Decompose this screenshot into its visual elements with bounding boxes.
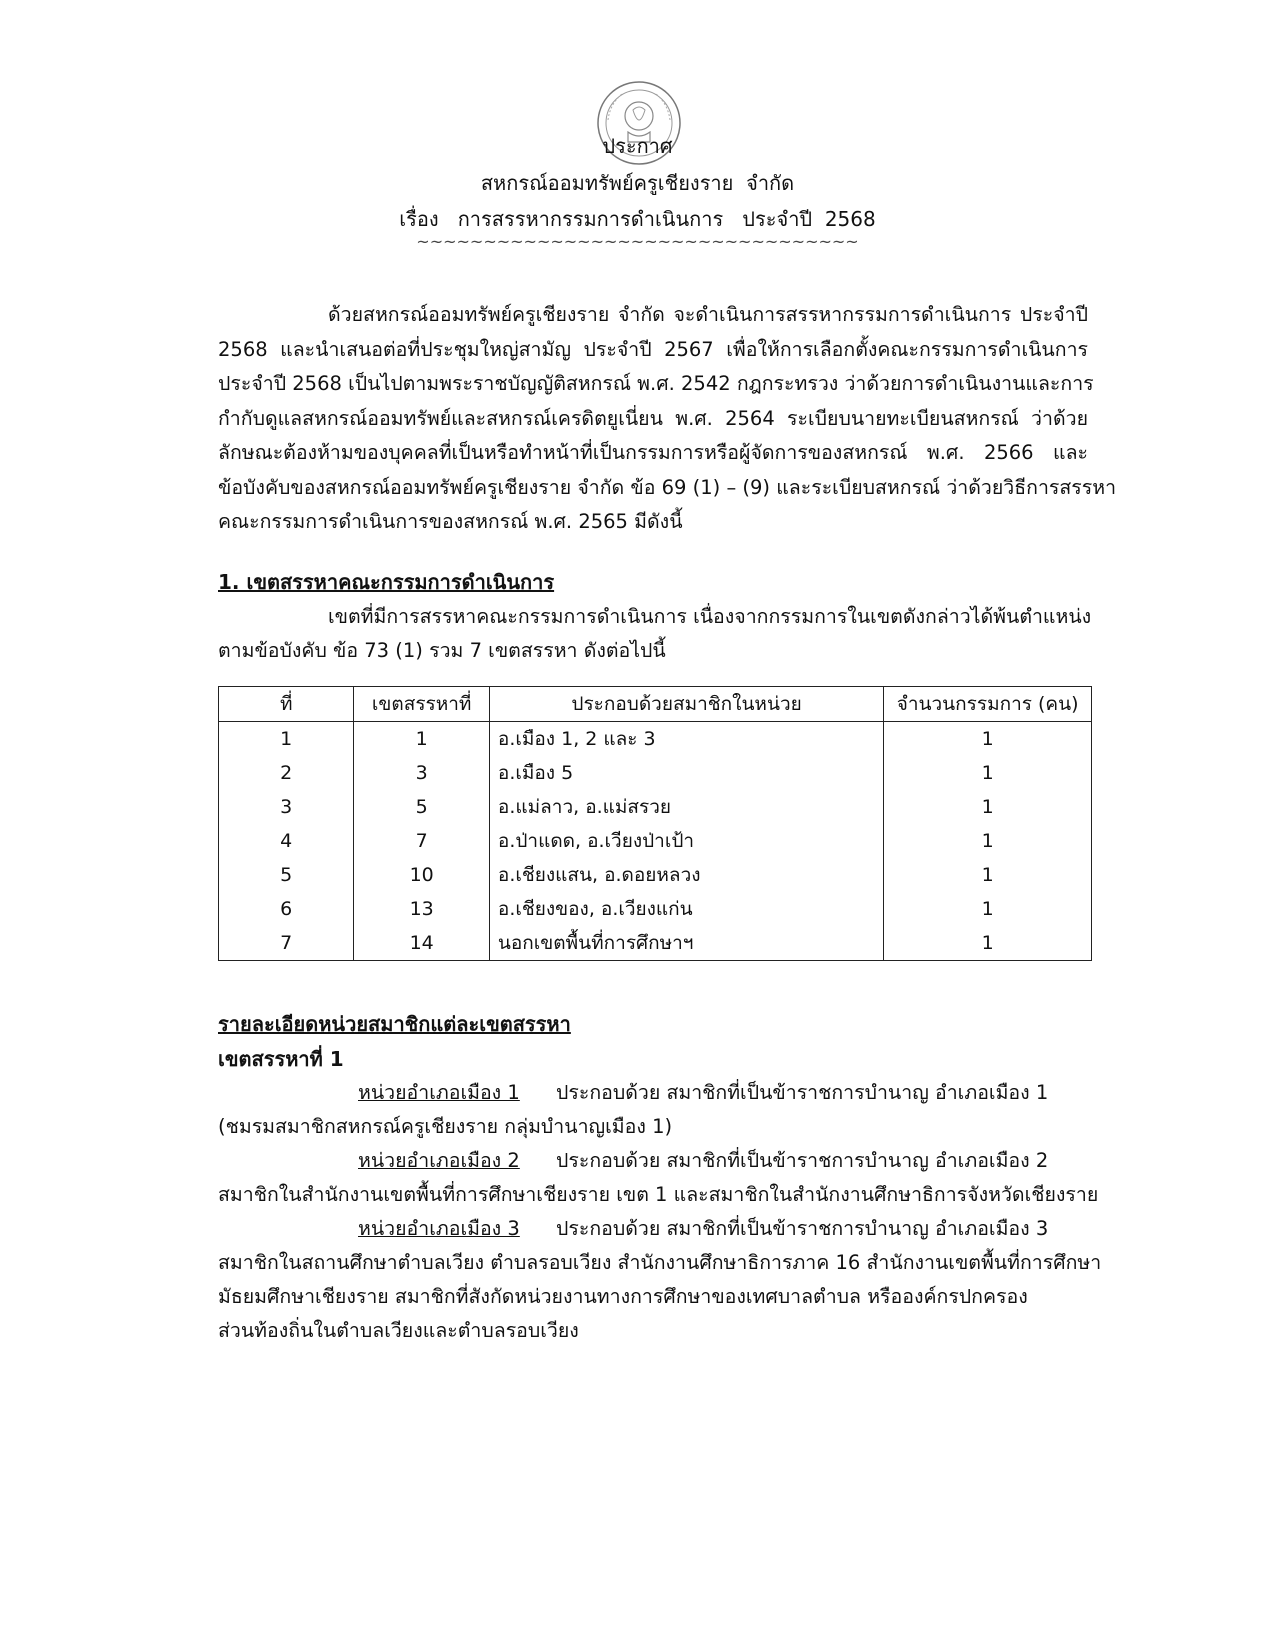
table-row (219, 790, 1092, 824)
header-separator: ~~~~~~~~~~~~~~~~~~~~~~~~~~~~~~~~~ (416, 232, 859, 251)
table-cell: อ.เมือง 5 (489, 756, 883, 790)
table-cell: 5 (219, 858, 354, 892)
member-unit-name: หน่วยอำเภอเมือง 1 (358, 1081, 520, 1104)
table-cell: นอกเขตพื้นที่การศึกษาฯ (489, 926, 883, 961)
column-header: ประกอบด้วยสมาชิกในหน่วย (489, 687, 883, 722)
intro-line: ด้วยสหกรณ์ออมทรัพย์ครูเชียงราย จำกัด จะดำเนินการสรรหากรรมการดำเนินการ ประจำปี (328, 303, 1088, 326)
table-cell: 14 (354, 926, 489, 961)
intro-line: ลักษณะต้องห้ามของบุคคลที่เป็นหรือทำหน้าที่เป็นกรรมการหรือผู้จัดการของสหกรณ์ พ.ศ. 2566 และ (218, 441, 1088, 464)
table-cell: 1 (884, 892, 1092, 926)
intro-line: 2568 และนำเสนอต่อที่ประชุมใหญ่สามัญ ประจำปี 2567 เพื่อให้การเลือกตั้งคณะกรรมการดำเนินการ (218, 337, 1088, 361)
document-subject: เรื่อง การสรรหากรรมการดำเนินการ ประจำปี 2568 (399, 207, 876, 231)
member-unit-line (218, 1144, 1088, 1178)
member-unit-line (218, 1076, 1088, 1110)
table-row (219, 824, 1092, 858)
table-cell: อ.เชียงแสน, อ.ดอยหลวง (489, 858, 883, 892)
member-unit-block (218, 1212, 1102, 1348)
details-heading: รายละเอียดหน่วยสมาชิกแต่ละเขตสรรหา (218, 1012, 571, 1036)
section-heading: 1. เขตสรรหาคณะกรรมการดำเนินการ (218, 570, 555, 594)
document-title: ประกาศ (602, 134, 673, 158)
table-cell: 1 (884, 858, 1092, 892)
member-unit-name: หน่วยอำเภอเมือง 2 (358, 1149, 520, 1172)
organization-name: สหกรณ์ออมทรัพย์ครูเชียงราย จำกัด (480, 171, 795, 195)
intro-line: กำกับดูแลสหกรณ์ออมทรัพย์และสหกรณ์เครดิตยูเนี่ยน พ.ศ. 2564 ระเบียบนายทะเบียนสหกรณ์ ว่าด้วย (218, 406, 1088, 430)
table-cell: อ.แม่ลาว, อ.แม่สรวย (489, 790, 883, 824)
table-cell: 1 (884, 926, 1092, 961)
table-cell: 13 (354, 892, 489, 926)
member-unit-name: หน่วยอำเภอเมือง 3 (358, 1217, 520, 1240)
table-row (219, 926, 1092, 961)
intro-paragraph (218, 298, 1117, 540)
zone-heading: เขตสรรหาที่ 1 (218, 1047, 344, 1071)
table-row (219, 722, 1092, 757)
table-cell: 3 (219, 790, 354, 824)
table-cell: 1 (884, 824, 1092, 858)
section-paragraph (218, 600, 1092, 668)
table-cell: 10 (354, 858, 489, 892)
section-line: ตามข้อบังคับ ข้อ 73 (1) รวม 7 เขตสรรหา ดังต่อไปนี้ (218, 639, 666, 662)
table-row (219, 858, 1092, 892)
member-unit-block (218, 1144, 1099, 1212)
table-row (219, 756, 1092, 790)
table-cell: 1 (884, 756, 1092, 790)
member-unit-continuation: สมาชิกในสำนักงานเขตพื้นที่การศึกษาเชียงราย เขต 1 และสมาชิกในสำนักงานศึกษาธิการจังหวัดเชียงราย (218, 1183, 1099, 1206)
member-unit-description: ประกอบด้วย สมาชิกที่เป็นข้าราชการบำนาญ อำเภอเมือง 1 (556, 1081, 1049, 1104)
column-header: ที่ (219, 687, 354, 722)
member-unit-description: ประกอบด้วย สมาชิกที่เป็นข้าราชการบำนาญ อำเภอเมือง 3 (556, 1217, 1049, 1240)
table-cell: อ.เชียงของ, อ.เวียงแก่น (489, 892, 883, 926)
table-cell: 2 (219, 756, 354, 790)
intro-line: คณะกรรมการดำเนินการของสหกรณ์ พ.ศ. 2565 มีดังนี้ (218, 510, 683, 533)
table-cell: 1 (219, 722, 354, 757)
table-cell: อ.เมือง 1, 2 และ 3 (489, 722, 883, 757)
table-row (219, 892, 1092, 926)
table-cell: 4 (219, 824, 354, 858)
member-unit-continuation: (ชมรมสมาชิกสหกรณ์ครูเชียงราย กลุ่มบำนาญเมือง 1) (218, 1115, 673, 1138)
table-cell: 6 (219, 892, 354, 926)
column-header: จำนวนกรรมการ (คน) (884, 687, 1092, 722)
member-unit-block (218, 1076, 1088, 1144)
intro-line: ประจำปี 2568 เป็นไปตามพระราชบัญญัติสหกรณ์ พ.ศ. 2542 กฎกระทรวง ว่าด้วยการดำเนินงานและการ (218, 372, 1094, 395)
table-cell: 3 (354, 756, 489, 790)
election-zones-table (218, 686, 1092, 961)
table-cell: 7 (219, 926, 354, 961)
table-cell: 1 (884, 722, 1092, 757)
section-line: เขตที่มีการสรรหาคณะกรรมการดำเนินการ เนื่องจากกรรมการในเขตดังกล่าวได้พ้นตำแหน่ง (328, 605, 1092, 628)
member-unit-continuation: สมาชิกในสถานศึกษาตำบลเวียง ตำบลรอบเวียง สำนักงานศึกษาธิการภาค 16 สำนักงานเขตพื้นที่การศึกษา (218, 1251, 1102, 1274)
member-unit-continuation: มัธยมศึกษาเชียงราย สมาชิกที่สังกัดหน่วยงานทางการศึกษาของเทศบาลตำบล หรือองค์กรปกครอง (218, 1285, 1028, 1308)
column-header: เขตสรรหาที่ (354, 687, 489, 722)
table-cell: 5 (354, 790, 489, 824)
member-unit-description: ประกอบด้วย สมาชิกที่เป็นข้าราชการบำนาญ อำเภอเมือง 2 (556, 1149, 1049, 1172)
table-cell: 1 (354, 722, 489, 757)
table-cell: 1 (884, 790, 1092, 824)
intro-line: ข้อบังคับของสหกรณ์ออมทรัพย์ครูเชียงราย จำกัด ข้อ 69 (1) – (9) และระเบียบสหกรณ์ ว่าด้วยวิธีการสรรหา (218, 475, 1117, 499)
table-header-row (219, 687, 1092, 722)
member-unit-line (218, 1212, 1088, 1246)
table-cell: อ.ป่าแดด, อ.เวียงป่าเป้า (489, 824, 883, 858)
member-unit-continuation: ส่วนท้องถิ่นในตำบลเวียงและตำบลรอบเวียง (218, 1319, 579, 1342)
table-cell: 7 (354, 824, 489, 858)
